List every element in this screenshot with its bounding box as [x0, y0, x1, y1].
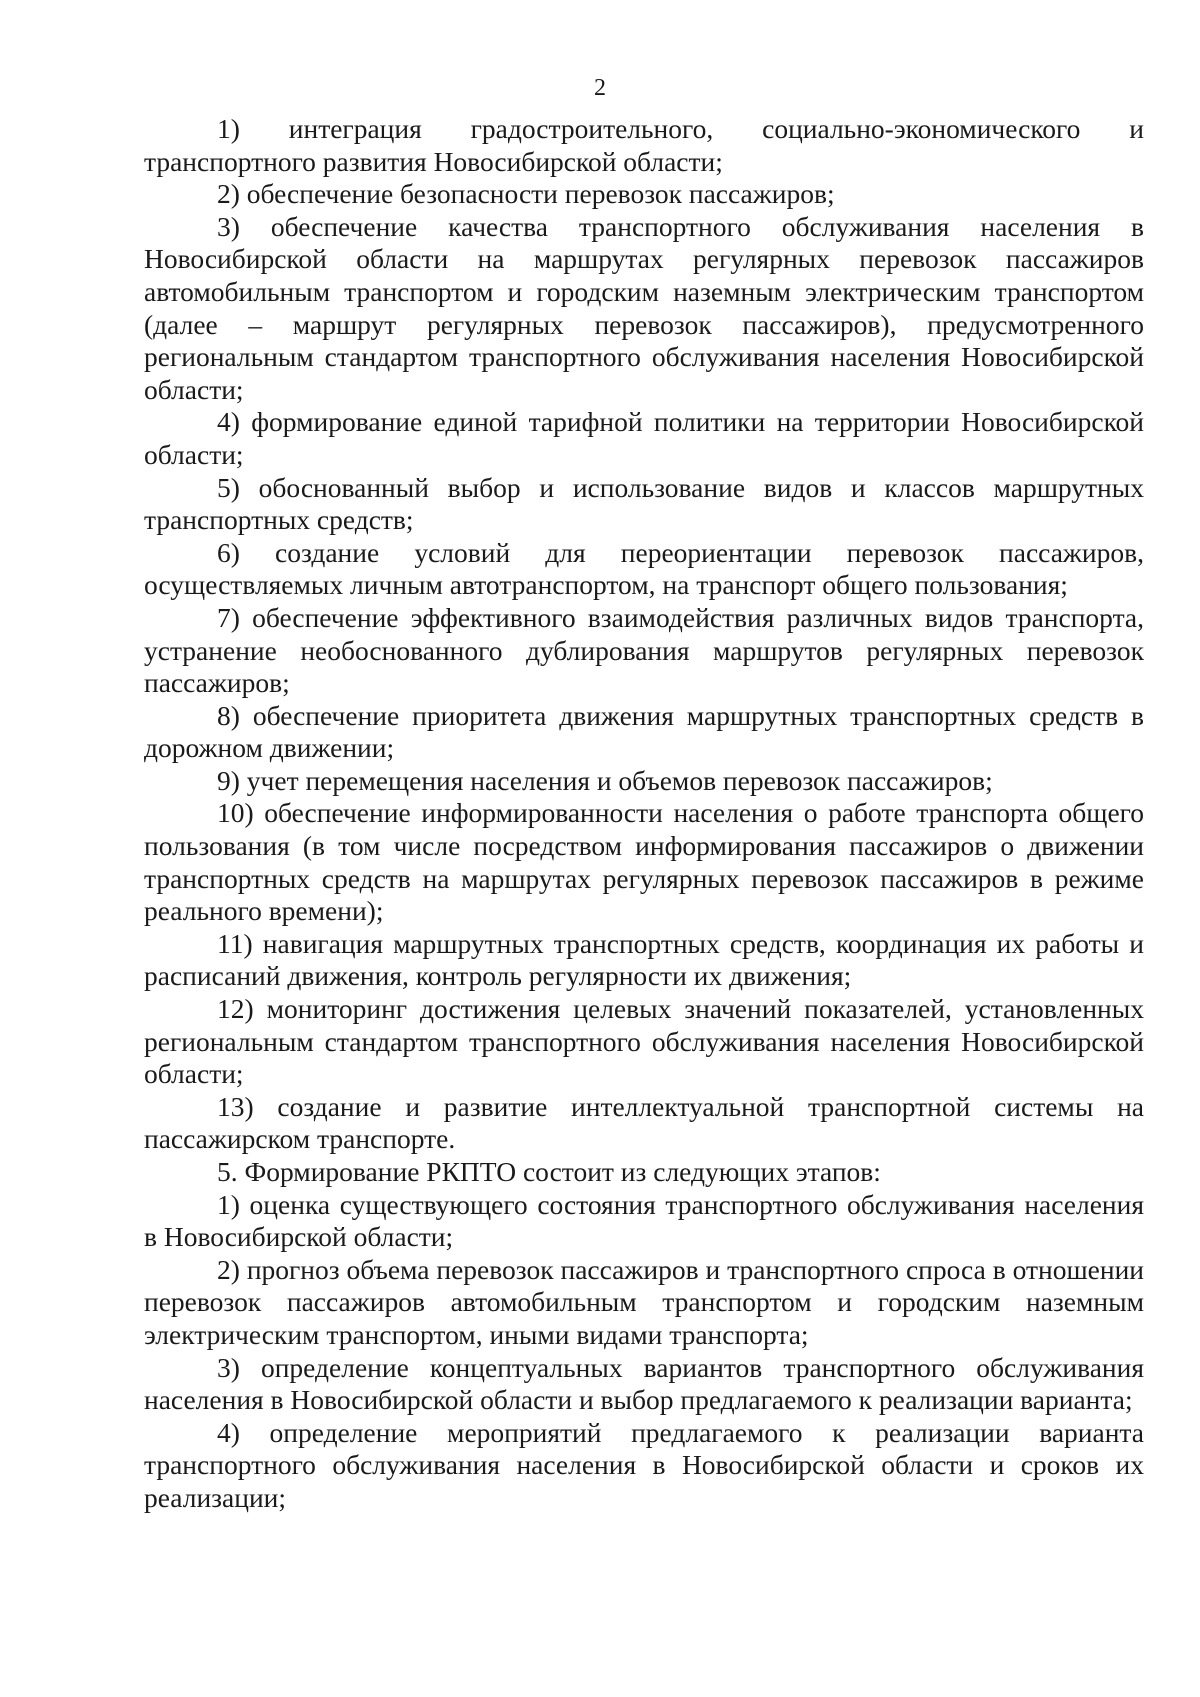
list-item-2: 2) обеспечение безопасности перевозок пассажиров;	[217, 178, 835, 210]
list-item-13: 13) создание и развитие интеллектуальной транспортной системы на пассажирском транспорте.	[144, 1090, 1144, 1155]
stage-item-1: 1) оценка существующего состояния транспортного обслуживания населения в Новосибирской области;	[144, 1188, 1144, 1253]
section-5-heading: 5. Формирование РКПТО состоит из следующих этапов:	[217, 1156, 881, 1187]
list-item-10: 10) обеспечение информированности населения о работе транспорта общего пользования (в том числе посредством информирования пассажиров о движении транспортных средств на маршрутах регулярных перевозок пассажиров в режиме реального времени);	[144, 797, 1144, 927]
list-item-4: 4) формирование единой тарифной политики на территории Новосибирской области;	[144, 406, 1144, 470]
list-item-8: 8) обеспечение приоритета движения маршрутных транспортных средств в дорожном движении;	[144, 699, 1144, 764]
list-item-11: 11) навигация маршрутных транспортных средств, координация их работы и расписаний движения, контроль регулярности их движения;	[144, 927, 1144, 992]
list-item-9: 9) учет перемещения населения и объемов перевозок пассажиров;	[217, 764, 993, 796]
list-item-5: 5) обоснованный выбор и использование видов и классов маршрутных транспортных средств;	[144, 471, 1144, 536]
list-item-7: 7) обеспечение эффективного взаимодействия различных видов транспорта, устранение необоснованного дублирования маршрутов регулярных перевозок пассажиров;	[144, 601, 1144, 699]
stage-item-4: 4) определение мероприятий предлагаемого к реализации варианта транспортного обслуживания населения в Новосибирской области и сроков их реализации;	[144, 1416, 1144, 1513]
list-item-12: 12) мониторинг достижения целевых значений показателей, установленных региональным стандартом транспортного обслуживания населения Новосибирской области;	[144, 993, 1144, 1090]
stage-item-3: 3) определение концептуальных вариантов транспортного обслуживания населения в Новосибирской области и выбор предлагаемого к реализации варианта;	[144, 1351, 1144, 1416]
document-body	[144, 113, 1144, 1515]
stage-item-2: 2) прогноз объема перевозок пассажиров и транспортного спроса в отношении перевозок пассажиров автомобильным транспортом и городским наземным электрическим транспортом, иными видами транспорта;	[144, 1253, 1144, 1350]
list-item-6: 6) создание условий для переориентации перевозок пассажиров, осуществляемых личным автотранспортом, на транспорт общего пользования;	[144, 536, 1144, 601]
list-item-1: 1) интеграция градостроительного, социально-экономического и транспортного развития Новосибирской области;	[144, 113, 1144, 177]
page-number: 2	[594, 75, 606, 101]
list-item-3: 3) обеспечение качества транспортного обслуживания населения в Новосибирской области на маршрутах регулярных перевозок пассажиров автомобильным транспортом и городским наземным электрическим транспортом (далее – маршрут регулярных перевозок пассажиров), предусмотренного региональным стандартом транспортного обслуживания населения Новосибирской области;	[144, 210, 1144, 405]
